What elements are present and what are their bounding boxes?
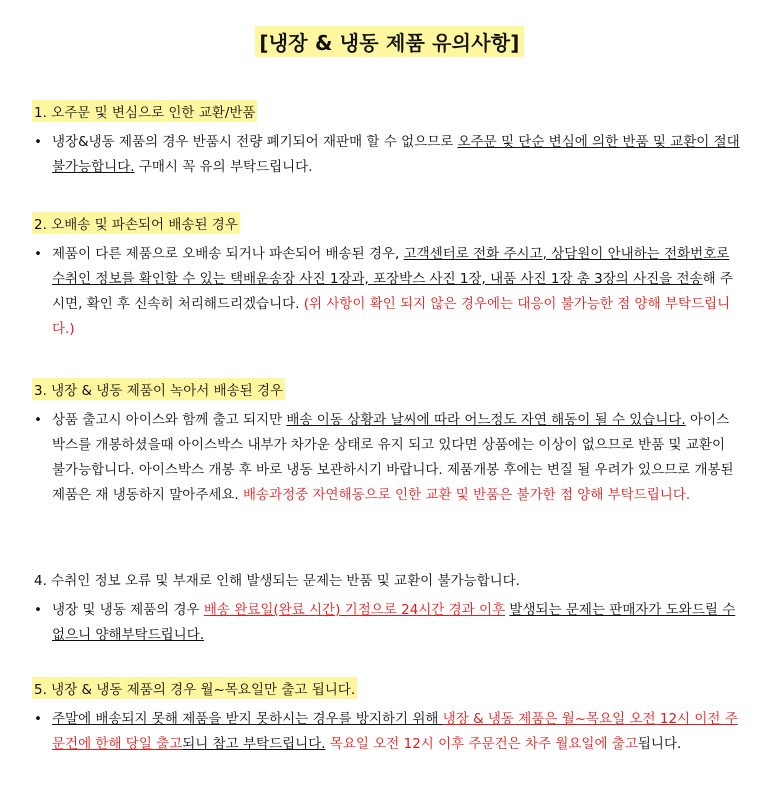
title-wrap xyxy=(0,26,779,57)
section-2 xyxy=(32,212,742,342)
page-title: [냉장 & 냉동 제품 유의사항] xyxy=(255,26,523,57)
section-heading: 2. 오배송 및 파손되어 배송된 경우 xyxy=(32,212,240,234)
body-text: 상품 출고시 아이스와 함께 출고 되지만 xyxy=(52,412,287,428)
section-body xyxy=(32,707,742,757)
body-text-red: 배송과정중 자연해동으로 인한 교환 및 반품은 불가한 점 양해 부탁드립니다. xyxy=(243,487,691,503)
section-1 xyxy=(32,100,742,180)
section-5 xyxy=(32,677,742,757)
section-body xyxy=(32,598,742,648)
body-text: 제품이 다른 제품으로 오배송 되거나 파손되어 배송된 경우, xyxy=(52,246,404,262)
section-heading: 5. 냉장 & 냉동 제품의 경우 월~목요일만 출고 됩니다. xyxy=(32,677,357,699)
section-heading: 3. 냉장 & 냉동 제품이 녹아서 배송된 경우 xyxy=(32,378,285,400)
section-body xyxy=(32,130,742,180)
body-text: 아이스박스를 개봉하셨을때 아이스박스 내부가 차가운 상태로 유지 되고 있다면 상품에는 이상이 없으므로 반품 및 교환이 불가능합니다. 아이스박스 개봉 후 바로 냉동 보관하시기 바랍니다. 제품개봉 후에는 변질 될 우려가 있으므로 개봉된 제품은 재 냉동하지 말아주세요. xyxy=(52,412,734,503)
bullet-dot: • xyxy=(34,602,42,618)
body-text-underlined: 주말에 배송되지 못해 제품을 받지 못하시는 경우를 방지하기 위해 xyxy=(52,711,443,727)
section-body xyxy=(32,242,742,342)
bullet-dot: • xyxy=(34,246,42,262)
body-text: 냉장&냉동 제품의 경우 반품시 전량 폐기되어 재판매 할 수 없으므로 xyxy=(52,134,458,150)
body-text-underlined: 발생되는 문제는 판매자가 도와드릴 수 없으니 양해부탁드립니다. xyxy=(52,602,736,643)
body-text: 냉장 및 냉동 제품의 경우 xyxy=(52,602,204,618)
section-4 xyxy=(32,568,742,648)
section-3 xyxy=(32,378,742,508)
body-text-red: (위 사항이 확인 되지 않은 경우에는 대응이 불가능한 점 양해 부탁드립니다.) xyxy=(52,296,731,337)
body-text-underlined: 되니 참고 부탁드립니다. xyxy=(182,736,326,752)
body-text: 됩니다. xyxy=(637,736,682,752)
body-text-underlined: 고객센터로 전화 주시고, 상담원이 안내하는 전화번호로 수취인 정보를 확인할 수 있는 택배운송장 사진 1장과, 포장박스 사진 1장, 내품 사진 1장 총 3장의 사진을 전송 xyxy=(52,246,730,287)
body-text-underlined: 배송 이동 상황과 날씨에 따라 어느정도 자연 해동이 될 수 있습니다. xyxy=(286,412,686,428)
bullet-dot: • xyxy=(34,711,42,727)
section-body xyxy=(32,408,742,508)
body-text-red: 목요일 오전 12시 이후 주문건은 차주 월요일에 출고 xyxy=(329,736,638,752)
body-text: 해 주시면, 확인 후 신속히 처리해드리겠습니다. xyxy=(52,271,733,312)
bullet-dot: • xyxy=(34,134,42,150)
body-text-red-underlined: 배송 완료일(완료 시간) 기점으로 24시간 경과 이후 xyxy=(203,602,506,618)
section-heading: 1. 오주문 및 변심으로 인한 교환/반품 xyxy=(32,100,257,122)
bullet-dot: • xyxy=(34,412,42,428)
body-text: 구매시 꼭 유의 부탁드립니다. xyxy=(134,159,313,175)
section-heading: 4. 수취인 정보 오류 및 부재로 인해 발생되는 문제는 반품 및 교환이 불가능합니다. xyxy=(34,573,520,589)
body-text-underlined: 오주문 및 단순 변심에 의한 반품 및 교환이 절대 불가능합니다. xyxy=(52,134,740,175)
body-text-red-underlined: 냉장 & 냉동 제품은 월~목요일 오전 12시 이전 주문건에 한해 당일 출고 xyxy=(52,711,738,752)
